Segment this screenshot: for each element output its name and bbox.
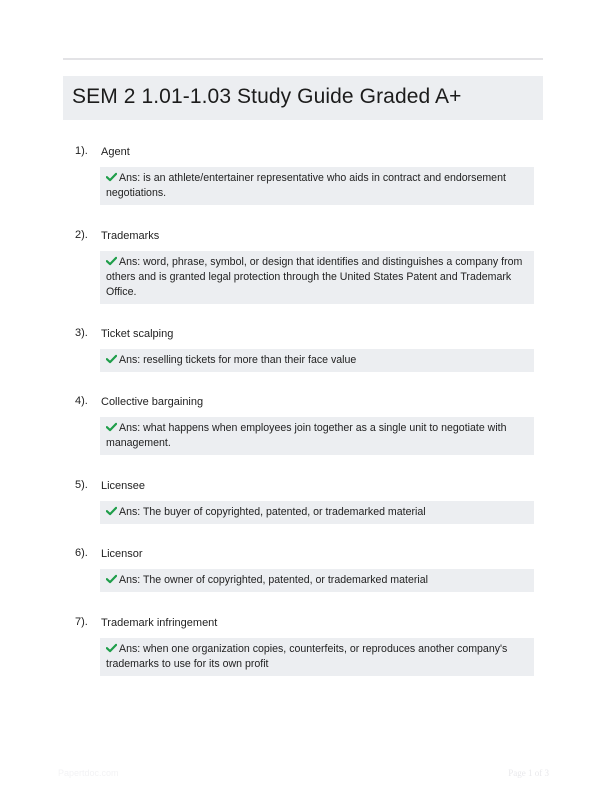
question-number: 1). [75,145,88,157]
answer-box [100,417,534,455]
footer-watermark: Papertdoc.com [58,768,119,778]
answer-box [100,349,534,372]
check-icon [106,422,117,432]
question-term: Licensor [101,548,143,560]
answer-text: Ans: The owner of copyrighted, patented, or trademarked material [119,574,428,586]
page-title: SEM 2 1.01-1.03 Study Guide Graded A+ [72,85,462,108]
question-number: 3). [75,327,88,339]
question-term: Ticket scalping [101,328,174,340]
title-banner [63,76,543,120]
answer-box [100,501,534,524]
answer-text: Ans: when one organization copies, counterfeits, or reproduces another company's trademarks to use for its own profit [106,643,508,670]
check-icon [106,574,117,584]
check-icon [106,172,117,182]
question-term: Agent [101,146,130,158]
question-number: 6). [75,547,88,559]
answer-text: Ans: The buyer of copyrighted, patented, or trademarked material [119,506,426,518]
question-term: Licensee [101,480,146,492]
question-number: 5). [75,479,88,491]
question-number: 4). [75,395,88,407]
answer-text: Ans: word, phrase, symbol, or design that identifies and distinguishes a company from others and is granted legal protection through the United States Patent and Trademark Office. [106,256,523,298]
question-term: Trademark infringement [101,617,218,629]
answer-text: Ans: what happens when employees join together as a single unit to negotiate with management. [106,422,507,449]
question-term: Collective bargaining [101,396,204,408]
answer-box [100,251,534,304]
check-icon [106,354,117,364]
top-divider [63,58,543,60]
check-icon [106,643,117,653]
question-term: Trademarks [101,230,160,242]
question-number: 7). [75,616,88,628]
check-icon [106,256,117,266]
question-number: 2). [75,229,88,241]
answer-box [100,638,534,676]
check-icon [106,506,117,516]
answer-text: Ans: reselling tickets for more than their face value [119,354,357,366]
answer-box [100,167,534,205]
page-number: Page 1 of 3 [508,768,549,778]
answer-box [100,569,534,592]
answer-text: Ans: is an athlete/entertainer representative who aids in contract and endorsement negotiations. [106,172,506,199]
